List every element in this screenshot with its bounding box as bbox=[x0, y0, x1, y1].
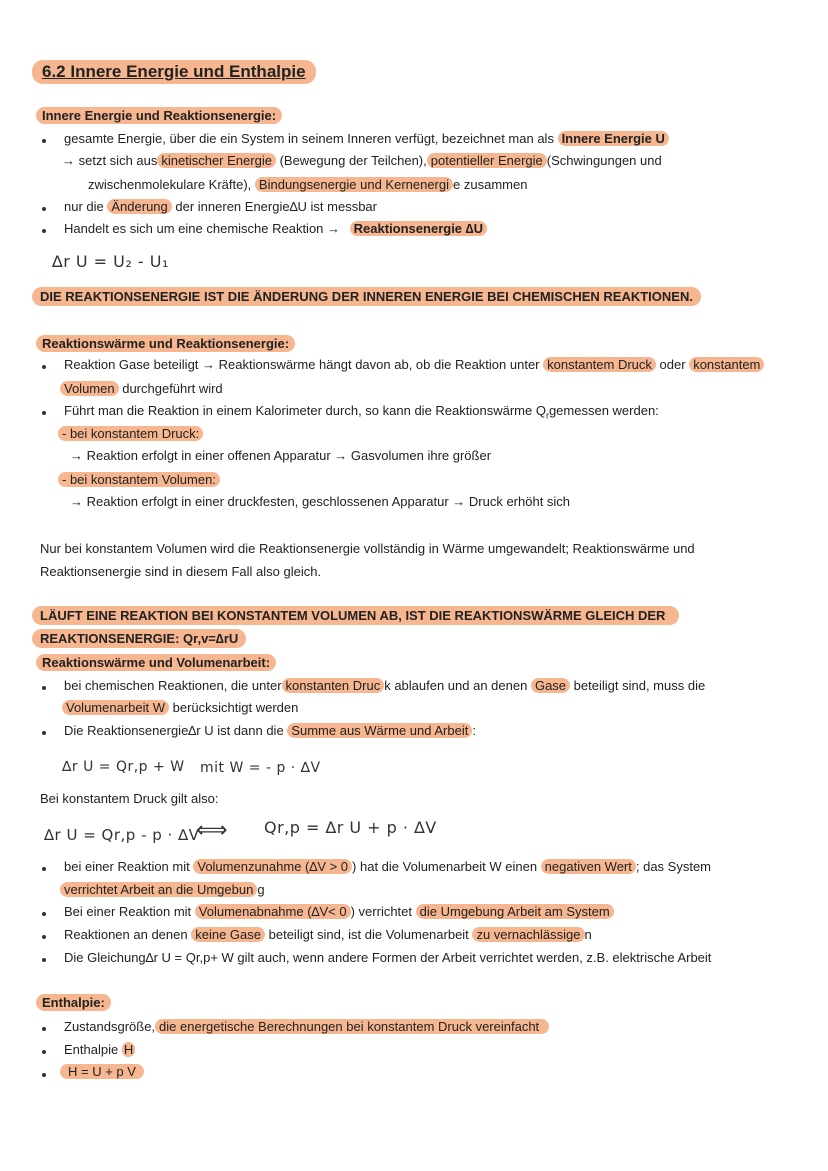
bullet bbox=[42, 229, 46, 233]
bullet bbox=[42, 1027, 46, 1031]
list-item: gesamte Energie, über die ein System in seinem Inneren verfügt, bezeichnet man als Innere Energie U bbox=[64, 131, 669, 146]
formula-reaktionsenergie: ∆r U = U₂ - U₁ bbox=[52, 252, 169, 271]
list-item: nur die Änderung der inneren Energie∆U ist messbar bbox=[64, 199, 377, 214]
bullet bbox=[42, 1073, 46, 1077]
formula-const-p-left: ∆r U = Qr,p - p · ∆V bbox=[44, 826, 200, 844]
bullet bbox=[42, 411, 46, 415]
paragraph-line: Reaktionsenergie sind in diesem Fall also gleich. bbox=[40, 564, 322, 579]
list-item: Handelt es sich um eine chemische Reaktion → Reaktionsenergie ∆U bbox=[64, 221, 487, 236]
sub-text-druck: → Reaktion erfolgt in einer offenen Apparatur → Gasvolumen ihre größer bbox=[70, 448, 492, 463]
sub-heading-druck: - bei konstantem Druck: bbox=[58, 426, 203, 441]
equivalence-arrow-icon: ⟺ bbox=[196, 818, 229, 843]
list-item: Zustandsgröße, die energetische Berechnungen bei konstantem Druck vereinfacht bbox=[64, 1019, 549, 1034]
list-item: Die Reaktionsenergie∆r U ist dann die Summe aus Wärme und Arbeit : bbox=[64, 723, 476, 738]
bullet bbox=[42, 1050, 46, 1054]
statement-reaktionsenergie: DIE REAKTIONSENERGIE IST DIE ÄNDERUNG DER INNEREN ENERGIE BEI CHEMISCHEN REAKTIONEN. bbox=[32, 287, 701, 306]
list-item: bei chemischen Reaktionen, die unter konstanten Druc k ablaufen und an denen Gase beteiligt sind, muss die bbox=[64, 678, 706, 693]
formula-volumenarbeit-def: mit W = - p · ∆V bbox=[200, 760, 321, 776]
list-item: Enthalpie H bbox=[64, 1042, 134, 1057]
section-heading-volumenarbeit: Reaktionswärme und Volumenarbeit: bbox=[36, 654, 276, 671]
bullet bbox=[42, 365, 46, 369]
statement-volumen-line1: LÄUFT EINE REAKTION BEI KONSTANTEM VOLUMEN AB, IST DIE REAKTIONSWÄRME GLEICH DER bbox=[32, 606, 679, 625]
list-item: Reaktionen an denen keine Gase beteiligt sind, ist die Volumenarbeit zu vernachlässige n bbox=[64, 927, 592, 942]
statement-volumen-line2: REAKTIONSENERGIE: Qr,v=∆rU bbox=[32, 629, 246, 648]
bullet bbox=[42, 207, 46, 211]
section-heading-innere-energie: Innere Energie und Reaktionsenergie: bbox=[36, 107, 282, 124]
list-item: Die Gleichung∆r U = Qr,p+ W gilt auch, wenn andere Formen der Arbeit verrichtet werden, z.B. elektrische Arbeit bbox=[64, 950, 712, 965]
bullet bbox=[42, 867, 46, 871]
list-item: Bei einer Reaktion mit Volumenabnahme (∆V< 0 ) verrichtet die Umgebung Arbeit am System bbox=[64, 904, 614, 919]
list-item-cont: Volumenarbeit W berücksichtigt werden bbox=[62, 700, 298, 715]
list-item: Führt man die Reaktion in einem Kalorimeter durch, so kann die Reaktionswärme $Q_rgemessen$ werden: bbox=[64, 403, 659, 421]
bullet bbox=[42, 686, 46, 690]
page-title: 6.2 Innere Energie und Enthalpie bbox=[32, 60, 316, 84]
bullet bbox=[42, 139, 46, 143]
bullet bbox=[42, 731, 46, 735]
section-heading-enthalpie: Enthalpie: bbox=[36, 994, 111, 1011]
list-item: bei einer Reaktion mit Volumenzunahme (∆V > 0 ) hat die Volumenarbeit W einen negativen Wert ; das System bbox=[64, 859, 712, 874]
formula-volumenarbeit: ∆r U = Qr,p + W bbox=[62, 759, 185, 775]
list-item-sub: → setzt sich aus kinetischer Energie (Bewegung der Teilchen), potentieller Energie (Schwingungen und bbox=[62, 153, 662, 168]
list-item-sub: zwischenmolekulare Kräfte), Bindungsenergie und Kernenergi e zusammen bbox=[88, 177, 528, 192]
bullet bbox=[42, 935, 46, 939]
formula-const-p-right: Qr,p = ∆r U + p · ∆V bbox=[264, 818, 437, 837]
list-item: H = U + p V bbox=[60, 1064, 144, 1079]
sub-heading-volumen: - bei konstantem Volumen: bbox=[58, 472, 220, 487]
sub-text-volumen: → Reaktion erfolgt in einer druckfesten, geschlossenen Apparatur → Druck erhöht sich bbox=[70, 494, 571, 509]
list-item-cont: Volumen durchgeführt wird bbox=[60, 381, 223, 396]
list-item: Reaktion Gase beteiligt → Reaktionswärme hängt davon ab, ob die Reaktion unter konstantem Druck oder konstantem bbox=[64, 357, 764, 372]
paragraph-line: Nur bei konstantem Volumen wird die Reaktionsenergie vollständig in Wärme umgewandelt; Reaktionswärme und bbox=[40, 541, 695, 556]
constant-pressure-text: Bei konstantem Druck gilt also: bbox=[40, 791, 219, 806]
section-heading-reaktionswaerme: Reaktionswärme und Reaktionsenergie: bbox=[36, 335, 295, 352]
bullet bbox=[42, 912, 46, 916]
bullet bbox=[42, 958, 46, 962]
list-item-cont: verrichtet Arbeit an die Umgebun g bbox=[60, 882, 265, 897]
